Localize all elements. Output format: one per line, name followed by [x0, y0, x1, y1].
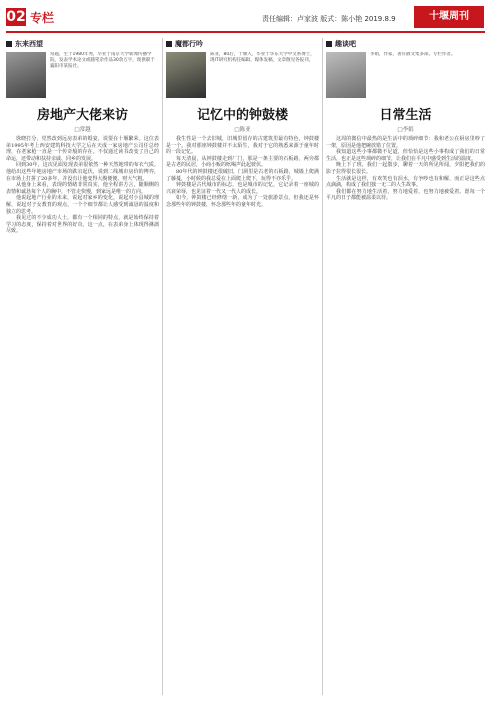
author-photo [166, 52, 206, 98]
paragraph: 这周的微信中最热的是生活中的琐碎细节：我和老公在厨房里吵了一架，原因是他把碗放错了位置。 [326, 136, 485, 149]
article-title: 房地产大佬来访 [36, 108, 128, 123]
paragraph: 我们都在努力地生活着，努力地爱着，也努力地被爱着。愿每一个平凡的日子都能被温柔以待。 [326, 188, 485, 202]
article-title: 日常生活 [379, 108, 432, 123]
paragraph: 如今，钟鼓楼已经修缮一新，成为了一处旅游景点，但我还是怀念那些年的钟鼓楼，怀念那些年的童年时光。 [166, 195, 319, 208]
square-icon [326, 41, 332, 47]
author-profile [166, 52, 319, 98]
editor-meta: 责任编辑：卢家波 版式：陈小艳 2019.8.9 [262, 15, 396, 23]
paragraph: 80年代的钟鼓楼还很破旧，门洞里是古老的石板路，城墙上爬满了藤蔓，小时候的我总爱在上面爬上爬下，玩得不亦乐乎。 [166, 168, 319, 182]
article-body [166, 136, 319, 209]
article-title: 记忆中的钟鼓楼 [196, 108, 288, 123]
column-tag: 魔都行吟 [166, 38, 319, 49]
column-tag: 趣谈吧 [326, 38, 485, 49]
paragraph: 我见过的不少成功人士，都有一个相同的特点，就是始终保持着学习的态度，保持着对世界的好奇。这一点，在表弟身上体现得淋漓尽致。 [6, 215, 159, 235]
paragraph: 我知道这些小事都微不足道，但恰恰是这些小事构成了我们的日常生活，也正是这些琐碎的细节，让我们在平凡中感受到生活的温度。 [326, 149, 485, 162]
section-title: 专栏 [30, 11, 55, 25]
paragraph: 每天清晨，从钟鼓楼走到厂门，那是一条主要的石板路，两旁都是古老的民居，小商小贩的吆喝声此起彼伏。 [166, 155, 319, 169]
article-byline: □李娟 [397, 127, 414, 133]
article-body [326, 136, 485, 202]
paragraph: 徐晓打分，党然改到远房表弟的婚宴，说要在十堰繁荣。这位表弟1995年考上西安建筑科技大学之后在天成一家房地产公司任总经理，在老家枪一直是一个传奇般的存在。不仅通过读书改变了自己的命运，还带动和扶持亲戚、同乡的发展。 [6, 136, 159, 162]
article-byline: □陈亚 [234, 127, 251, 133]
column-1 [6, 38, 159, 695]
paragraph: 我生性是一个去旧城，旧城里留存的古建筑里最有特色，钟鼓楼是一个。我对那座钟鼓楼并不太陌生，我对于它的熟悉来源于童年时的一段记忆。 [166, 136, 319, 156]
header-rule [6, 31, 485, 33]
square-icon [166, 41, 172, 47]
author-bio: 陈亚，80后，十堰人，毕业于华东大学中文系博士，现IT研究机构任编辑、媒体发稿，文章散见各报刊。 [210, 52, 315, 64]
author-bio: 常越，生于1980年秀，毕业于南京大学新闻传播学院，发表学术论文或随笔杂作品30余万字，现供职于襄阳市某报社。 [50, 52, 155, 70]
paragraph: 钟鼓楼是古代城市的标志，也是城市的记忆，它记录着一座城的兴衰荣辱，也见证着一代又一代人的成长。 [166, 182, 319, 195]
paragraph: 回到30年，这次见面发现表弟很依然一种天然地带的布衣气质。他给出这些年地房地产市场的跌宕起伏，说到二线城市房价的博弈，在市场上打拼了20多年，并没有让他变得大腹便便、财大气粗。 [6, 162, 159, 182]
newspaper-brand: 十堰周刊 [414, 6, 484, 28]
author-profile [326, 52, 485, 98]
paragraph: 晚上下了班，我们一起散步，聊着一天的所见所闻，夕阳把我们的影子拉得很长很长。 [326, 162, 485, 175]
article-body [6, 136, 159, 235]
column-tag: 东来西望 [6, 38, 159, 49]
article-byline: □常越 [74, 127, 91, 133]
author-photo [326, 52, 366, 98]
paragraph: 生活就是这样，有欢笑也有泪水，有争吵也有和解，而正是这些点点滴滴，构成了我们独一无二的人生故事。 [326, 175, 485, 189]
column-divider [162, 38, 163, 695]
author-profile [6, 52, 159, 98]
column-3 [326, 38, 485, 695]
page-number: 02 [6, 9, 26, 25]
square-icon [6, 41, 12, 47]
column-divider [322, 38, 323, 695]
paragraph: 他说起地产行业的未来，说起对家乡的变化，说起对小县城的理解，说起对子女教育的观点，一个个细节都让人感受到诚恳的温度和独立的思考。 [6, 195, 159, 215]
paragraph: 从他身上来看，表现的情绪非常真实，他全程讲方言，随顺侧的表情和诚恳每个人的胸中，不管走快慢，到家远是唯一的方向。 [6, 182, 159, 195]
author-bio: 李娟，作家，著有散文集多部，专栏作者。 [370, 52, 456, 57]
column-2 [166, 38, 319, 695]
page-header [0, 0, 491, 34]
author-photo [6, 52, 46, 98]
